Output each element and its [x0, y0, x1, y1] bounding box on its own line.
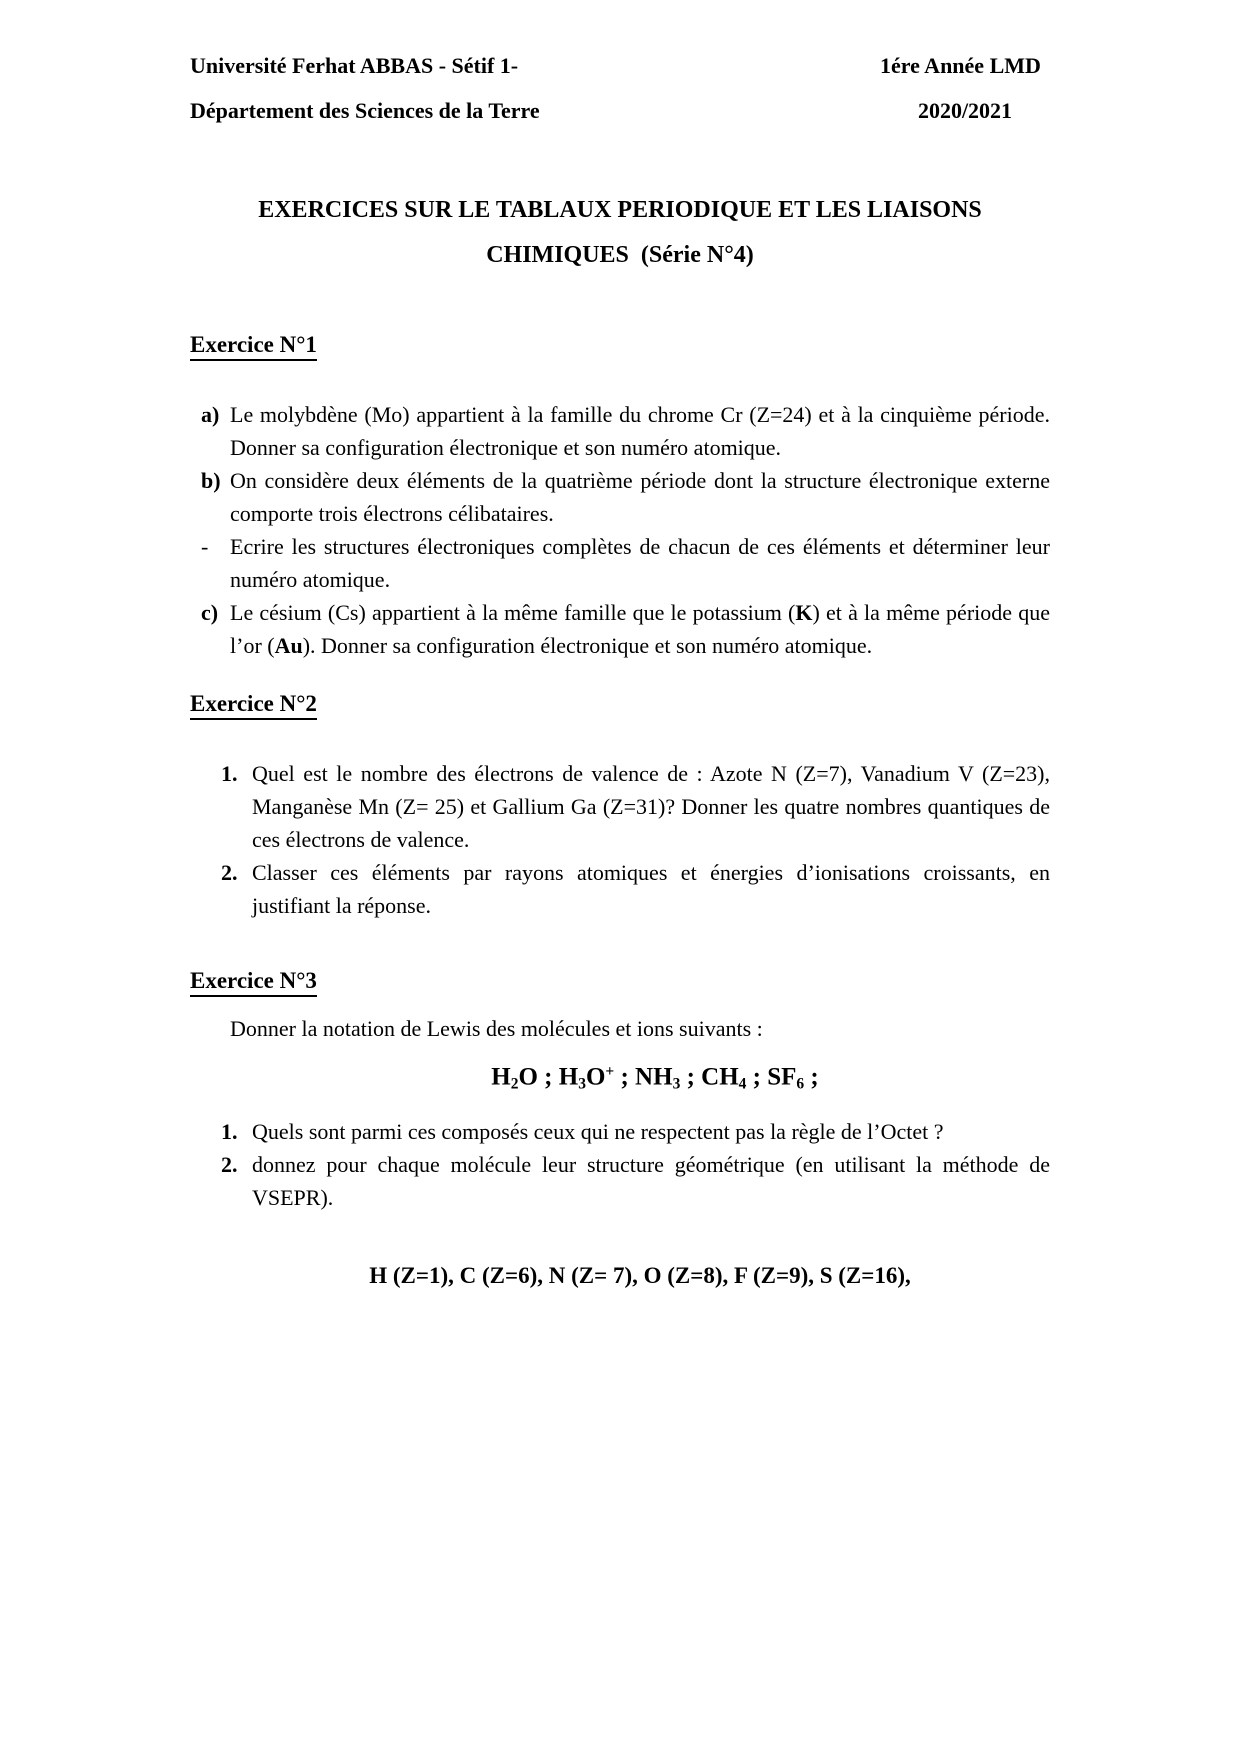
exercise-2-heading-text: Exercice N°2 [190, 691, 317, 720]
list-item-c [190, 596, 1050, 662]
exercise-2-heading [190, 689, 1050, 719]
item-text: Quels sont parmi ces composés ceux qui ne respectent pas la règle de l’Octet ? [252, 1119, 944, 1145]
exercise-1-list [190, 398, 1050, 662]
chemical-formula-line: $H_2O$ ; $H_3O^+$ ; $NH_3$ ; $CH_4$ ; $SF_6$ ; [491, 1063, 819, 1093]
document-title [190, 188, 1050, 278]
item-marker: 2. [221, 860, 238, 885]
header-row-1 [190, 52, 1050, 80]
department-name: Département des Sciences de la Terre [190, 98, 540, 123]
header-row-2 [190, 97, 1050, 125]
exercise-3-heading [190, 966, 1050, 996]
item-text-part: ) et à la même période que l’or ( [230, 600, 1050, 658]
academic-year: 2020/2021 [917, 98, 1013, 123]
atomic-numbers-note: H (Z=1), C (Z=6), N (Z= 7), O (Z=8), F (Z=9), S (Z=16), [369, 1263, 911, 1289]
item-text: On considère deux éléments de la quatrième période dont la structure électronique externe comporte trois électrons célibataires. [230, 468, 1050, 526]
year-level: 1ére Année LMD [880, 53, 1041, 78]
item-text: Classer ces éléments par rayons atomiques et énergies d’ionisations croissants, en justifiant la réponse. [252, 860, 1050, 918]
item-marker: c) [201, 600, 219, 625]
list-item-dash [190, 530, 1050, 596]
item-marker: 1. [221, 761, 238, 786]
title-line-1: EXERCICES SUR LE TABLAUX PERIODIQUE ET LES LIAISONS [258, 197, 982, 223]
item-marker: 1. [221, 1119, 238, 1145]
exercise-2-list [190, 757, 1050, 922]
list-item-2 [190, 856, 1050, 922]
exercise-1-heading [190, 330, 1050, 360]
title-line-2: CHIMIQUES (Série N°4) [486, 242, 754, 268]
exercise-3-heading-text: Exercice N°3 [190, 968, 317, 997]
list-item-1 [190, 1115, 1050, 1148]
item-text: Quel est le nombre des électrons de valence de : Azote N (Z=7), Vanadium V (Z=23), Manganèse Mn (Z= 25) et Gallium Ga (Z=31)? Donner les quatre nombres quantiques de ces électrons de valence. [252, 761, 1050, 852]
item-text: Ecrire les structures électroniques complètes de chacun de ces éléments et déterminer leur numéro atomique. [230, 534, 1050, 592]
item-text-bold: Au [274, 633, 303, 658]
item-marker: b) [201, 468, 221, 493]
item-text-part: ). Donner sa configuration électronique et son numéro atomique. [302, 633, 873, 658]
item-text: donnez pour chaque molécule leur structure géométrique (en utilisant la méthode de VSEPR). [252, 1152, 1050, 1211]
exercise-3-list [190, 1115, 1050, 1214]
item-marker: - [201, 534, 209, 559]
document-header [190, 52, 1050, 125]
item-marker: a) [201, 402, 220, 427]
item-text: Le molybdène (Mo) appartient à la famille du chrome Cr (Z=24) et à la cinquième période. Donner sa configuration électronique et son numéro atomique. [230, 402, 1050, 460]
item-text-bold: K [795, 600, 813, 625]
institution-name: Université Ferhat ABBAS - Sétif 1- [190, 53, 519, 78]
item-marker: 2. [221, 1152, 238, 1178]
item-text-part: Le césium (Cs) appartient à la même famille que le potassium ( [230, 600, 796, 625]
item-text [230, 596, 1050, 662]
list-item-1 [190, 757, 1050, 856]
list-item-2 [190, 1148, 1050, 1214]
list-item-a [190, 398, 1050, 464]
exercise-3-intro: Donner la notation de Lewis des molécules et ions suivants : [230, 1016, 763, 1041]
list-item-b [190, 464, 1050, 530]
exercise-1-heading-text: Exercice N°1 [190, 332, 317, 361]
